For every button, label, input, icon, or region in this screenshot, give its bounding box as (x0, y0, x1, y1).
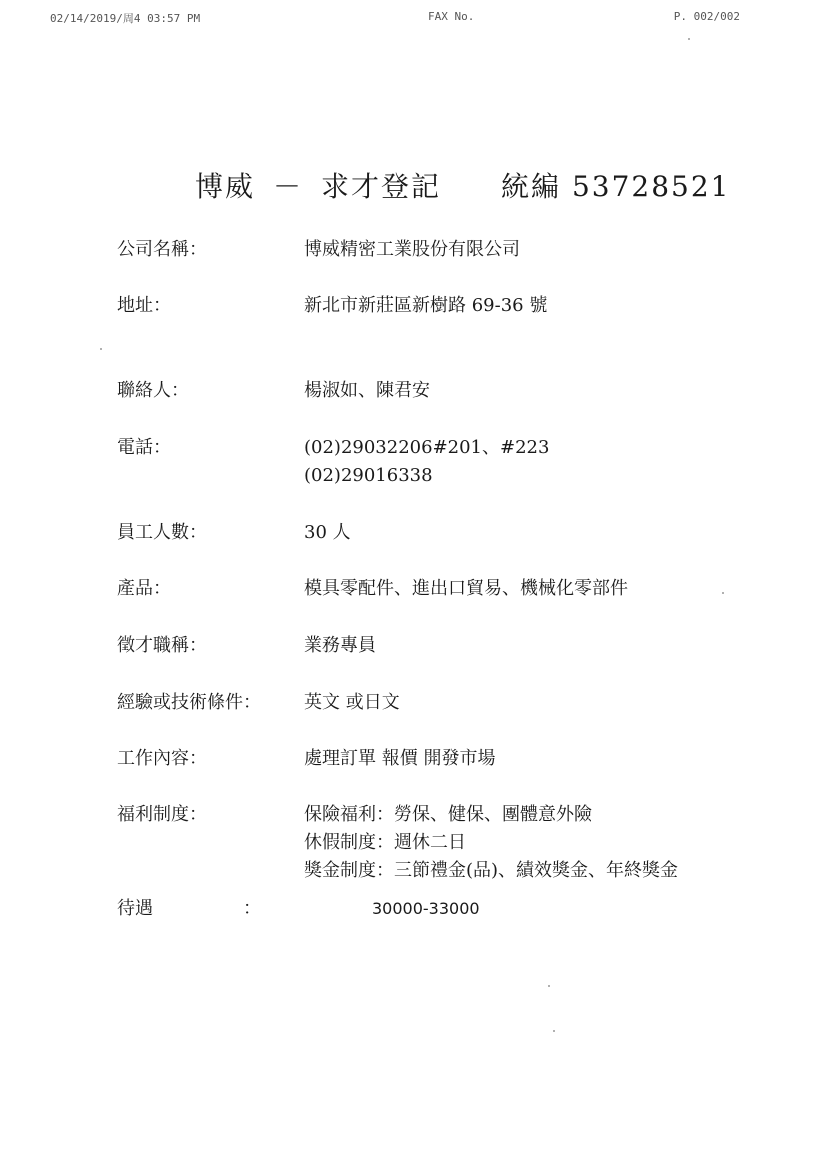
benefit-line: 休假制度：週休二日 (304, 832, 466, 853)
job-content-label: 工作內容： (117, 748, 207, 769)
address-value: 新北市新莊區新樹路 69-36 號 (304, 295, 548, 316)
title-company: 博威 (195, 170, 256, 203)
title-heading: 求才登記 (321, 170, 442, 203)
scan-speck (553, 1030, 555, 1032)
scan-speck (688, 38, 690, 40)
requirements-value: 英文 或日文 (304, 692, 400, 713)
phone-values (304, 434, 549, 490)
salary-label: 待遇 (117, 898, 153, 919)
benefits-values (304, 801, 678, 885)
title-registration-number: 統編 53728521 (501, 170, 731, 203)
contact-value: 楊淑如、陳君安 (304, 380, 430, 401)
company-name-value: 博威精密工業股份有限公司 (304, 239, 520, 260)
phone-line: (02)29032206#201、#223 (304, 437, 550, 458)
products-label: 產品： (117, 578, 171, 599)
address-label: 地址： (117, 295, 171, 316)
job-title-value: 業務專員 (304, 635, 376, 656)
page-title (195, 165, 730, 205)
phone-line: (02)29016338 (304, 465, 433, 486)
products-value: 模具零配件、進出口貿易、機械化零部件 (304, 578, 628, 599)
scan-speck (722, 592, 724, 594)
contact-label: 聯絡人： (117, 380, 189, 401)
employees-value: 30 人 (304, 522, 351, 543)
benefits-label: 福利制度： (117, 804, 207, 825)
scan-speck (100, 348, 102, 350)
salary-value: 30000-33000 (372, 899, 480, 918)
company-name-label: 公司名稱： (117, 239, 207, 260)
fax-number-label: FAX No. (428, 10, 475, 23)
salary-colon: ： (243, 898, 261, 919)
requirements-label: 經驗或技術條件： (117, 692, 261, 713)
title-dash: － (273, 170, 304, 203)
scan-speck (548, 985, 550, 987)
fax-header (50, 10, 740, 30)
fax-datetime: 02/14/2019/周4 03:57 PM (50, 12, 201, 25)
phone-label: 電話： (117, 437, 171, 458)
job-title-label: 徵才職稱： (117, 635, 207, 656)
job-content-value: 處理訂單 報價 開發市場 (304, 748, 496, 769)
fax-page-number: P. 002/002 (673, 10, 740, 23)
benefit-line: 保險福利：勞保、健保、團體意外險 (304, 804, 592, 825)
employees-label: 員工人數： (117, 522, 207, 543)
benefit-line: 獎金制度：三節禮金(品)、績效獎金、年終獎金 (304, 860, 679, 881)
